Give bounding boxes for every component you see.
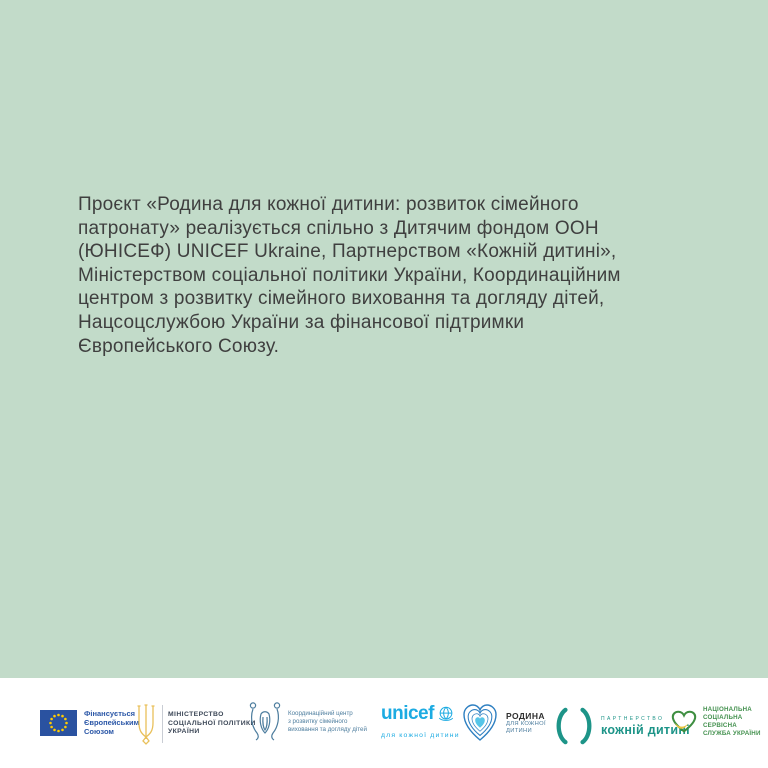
eu-funding-line: Європейським <box>84 718 140 727</box>
coordination-line: виховання та догляду дітей <box>288 726 367 733</box>
coordination-line: з розвитку сімейного <box>288 718 348 725</box>
unicef-tagline: для кожної дитини <box>381 732 460 739</box>
rodyna-label <box>506 711 546 736</box>
unicef-wordmark: unicef <box>381 703 434 724</box>
logo-divider <box>162 705 163 743</box>
unicef-globe-icon <box>437 705 455 723</box>
logo-unicef <box>381 704 460 739</box>
eu-funding-label <box>84 709 139 736</box>
partnership-small-label: ПАРТНЕРСТВО <box>601 715 665 722</box>
partner-logos-footer <box>0 678 768 768</box>
rodyna-title: РОДИНА <box>506 710 545 721</box>
ministry-line: УКРАЇНИ <box>168 728 200 736</box>
paragraph-line: патронату» реалізується спільно з Дитячим фондом ООН <box>78 217 599 239</box>
paragraph-line: (ЮНІСЕФ) UNICEF Ukraine, Партнерством «Кожній дитині», <box>78 241 617 263</box>
natsots-line: СЛУЖБА УКРАЇНИ <box>703 730 761 737</box>
nested-hearts-icon <box>460 701 500 745</box>
tryzub-icon <box>134 703 158 745</box>
coordination-center-label <box>288 710 367 734</box>
partnership-name: кожній дитині <box>601 722 690 737</box>
parentheses-icon <box>551 707 597 745</box>
natsots-label <box>703 706 768 738</box>
eu-funding-line: Союзом <box>84 727 114 736</box>
unicef-wordmark-row <box>381 704 460 723</box>
logo-rodyna <box>460 701 546 745</box>
logo-national-social-service <box>670 706 768 738</box>
eu-funding-line: Фінансується <box>84 709 136 718</box>
rodyna-subtitle-line: ДЛЯ КОЖНОЇ <box>506 720 546 727</box>
eu-flag-icon <box>40 710 77 736</box>
family-figures-icon <box>248 701 282 743</box>
ministry-label <box>168 711 256 737</box>
green-heart-leaf-icon <box>670 709 698 735</box>
rodyna-subtitle-line: ДИТИНИ <box>506 728 532 734</box>
coordination-line: Координаційний центр <box>288 710 353 717</box>
paragraph-line: Європейського Союзу. <box>78 335 280 357</box>
paragraph-line: центром з розвитку сімейного виховання та догляду дітей, <box>78 288 605 310</box>
ministry-line: СОЦІАЛЬНОЇ ПОЛІТИКИ <box>168 719 256 727</box>
natsots-line: НАЦІОНАЛЬНА <box>703 706 752 713</box>
natsots-line: СОЦІАЛЬНА СЕРВІСНА <box>703 714 743 729</box>
logo-coordination-center <box>248 701 367 743</box>
logo-ministry-social-policy <box>134 703 256 745</box>
paragraph-line: Проєкт «Родина для кожної дитини: розвиток сімейного <box>78 194 579 215</box>
project-credits-paragraph <box>78 193 621 358</box>
ministry-line: МІНІСТЕРСТВО <box>168 711 224 719</box>
paragraph-line: Нацсоцслужбою України за фінансової підтримки <box>78 311 525 333</box>
logo-eu-funding <box>40 709 139 736</box>
paragraph-line: Міністерством соціальної політики України, Координаційним <box>78 264 621 286</box>
